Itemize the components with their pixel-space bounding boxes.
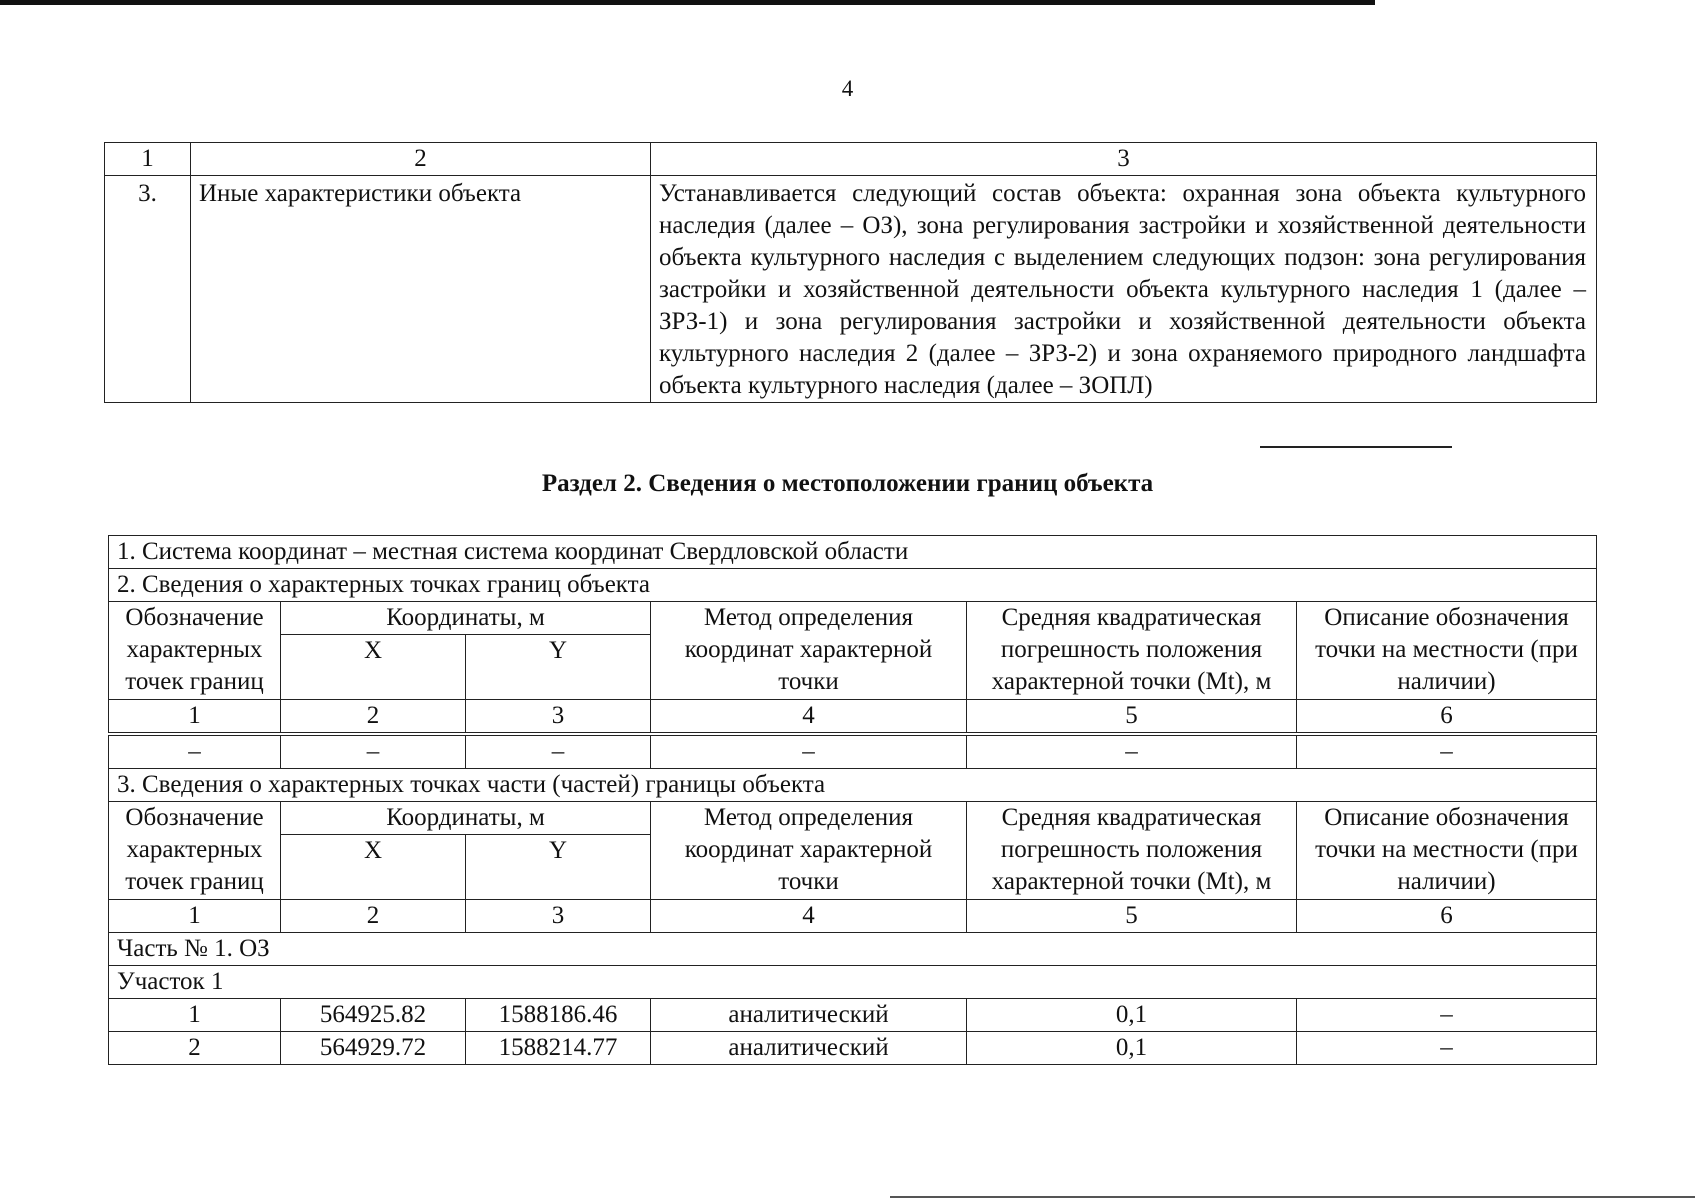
plot-label: Участок 1 [109,966,1597,999]
plot-row [109,966,1597,999]
column-number: 2 [281,900,466,933]
column-number: 1 [105,143,191,176]
column-number: 3 [466,900,651,933]
section-title: Раздел 2. Сведения о местоположении границ объекта [541,470,1154,497]
coordinate-x: 564929.72 [281,1032,466,1065]
header-description: Описание обозначения точки на местности (при наличии) [1297,602,1597,700]
column-number-row [105,143,1597,176]
error: 0,1 [967,1032,1297,1065]
characteristics-table [104,142,1597,403]
table-row [105,176,1597,403]
header-error: Средняя квадратическая погрешность положения характерной точки (Mt), м [967,802,1297,900]
table-row [109,999,1597,1032]
coordinate-system: 1. Система координат – местная система координат Свердловской области [109,536,1597,569]
header-coordinates: Координаты, м [281,602,651,635]
coordinates-table [108,535,1597,1065]
column-number: 2 [191,143,651,176]
row-number: 3. [105,176,191,403]
header-designation: Обозначение характерных точек границ [109,602,281,700]
empty-cell: – [109,736,281,769]
header-method: Метод определения координат характерной точки [651,602,967,700]
divider-line [1260,446,1452,448]
column-number: 3 [651,143,1597,176]
header-row [109,802,1597,835]
row-name: Иные характеристики объекта [191,176,651,403]
part-label: Часть № 1. ОЗ [109,933,1597,966]
point-number: 2 [109,1032,281,1065]
column-number-row [109,700,1597,733]
part-row [109,933,1597,966]
table-row [109,1032,1597,1065]
column-number: 2 [281,700,466,733]
coordinate-x: 564925.82 [281,999,466,1032]
column-number: 4 [651,900,967,933]
header-method: Метод определения координат характерной точки [651,802,967,900]
row-description: Устанавливается следующий состав объекта: охранная зона объекта культурного наследия (далее – ОЗ), зона регулирования застройки и хозяйственной деятельности объекта культурного наследия с выделением следующих подзон: зона регулирования застройки и хозяйственной деятельности объекта культурного наследия 1 (далее – ЗРЗ-1) и зона регулирования застройки и хозяйственной деятельности объекта культурного наследия 2 (далее – ЗРЗ-2) и зона охраняемого природного ландшафта объекта культурного наследия (далее – ЗОПЛ) [651,176,1597,403]
column-number: 4 [651,700,967,733]
coordinate-y: 1588214.77 [466,1032,651,1065]
empty-cell: – [1297,736,1597,769]
point-number: 1 [109,999,281,1032]
error: 0,1 [967,999,1297,1032]
point-description: – [1297,999,1597,1032]
header-y: Y [466,635,651,700]
empty-cell: – [967,736,1297,769]
header-designation: Обозначение характерных точек границ [109,802,281,900]
point-description: – [1297,1032,1597,1065]
coordinate-y: 1588186.46 [466,999,651,1032]
header-y: Y [466,835,651,900]
header-x: X [281,635,466,700]
column-number: 5 [967,700,1297,733]
empty-cell: – [651,736,967,769]
points-title-row [109,569,1597,602]
empty-cell: – [466,736,651,769]
parts-title-row [109,769,1597,802]
header-error: Средняя квадратическая погрешность положения характерной точки (Mt), м [967,602,1297,700]
column-number: 1 [109,700,281,733]
column-number: 6 [1297,700,1597,733]
points-section-title: 2. Сведения о характерных точках границ объекта [109,569,1597,602]
parts-section-title: 3. Сведения о характерных точках части (частей) границы объекта [109,769,1597,802]
column-number: 6 [1297,900,1597,933]
header-x: X [281,835,466,900]
column-number-row [109,900,1597,933]
column-number: 3 [466,700,651,733]
scan-edge-bottom [890,1196,1695,1198]
method: аналитический [651,1032,967,1065]
column-number: 1 [109,900,281,933]
page-number: 4 [841,76,854,101]
header-coordinates: Координаты, м [281,802,651,835]
coordinate-system-row [109,536,1597,569]
table-row [109,736,1597,769]
header-description: Описание обозначения точки на местности (при наличии) [1297,802,1597,900]
scan-edge-top [0,0,1375,5]
column-number: 5 [967,900,1297,933]
empty-cell: – [281,736,466,769]
method: аналитический [651,999,967,1032]
header-row [109,602,1597,635]
